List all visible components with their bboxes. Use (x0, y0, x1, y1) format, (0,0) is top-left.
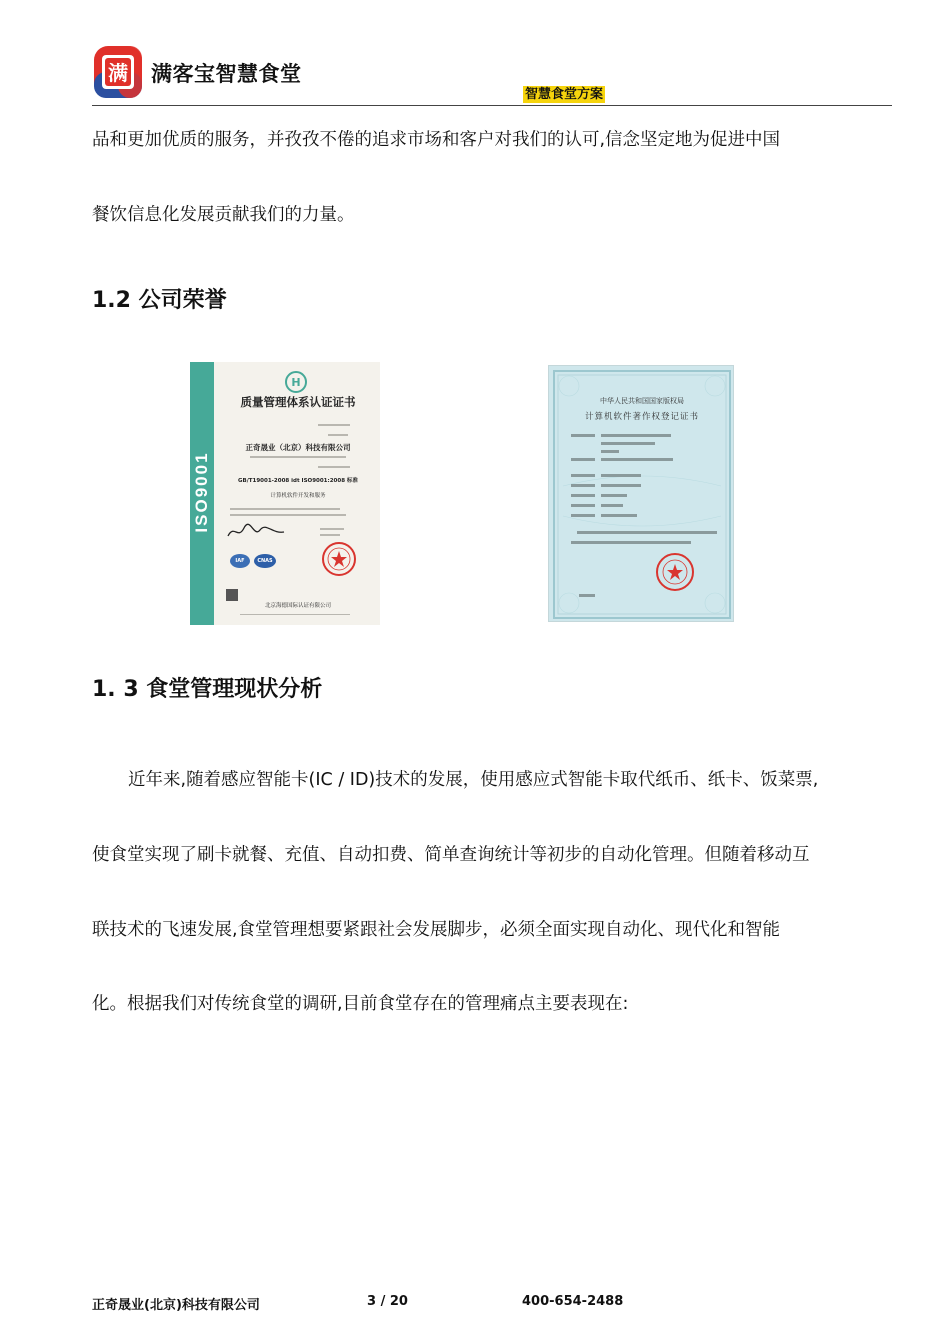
iso-certificate-image (190, 362, 380, 625)
paragraph-line: 联技术的飞速发展,食堂管理想要紧跟社会发展脚步，必须全面实现自动化、现代化和智能 (92, 920, 781, 940)
paragraph-line: 近年来,随着感应智能卡(IC / ID)技术的发展，使用感应式智能卡取代纸币、纸卡、饭菜票, (128, 770, 819, 790)
qr-code-icon (226, 589, 238, 601)
header-divider (92, 105, 892, 106)
software-cert-issuer: 中华人民共和国国家版权局 (600, 397, 684, 405)
logo-icon (90, 42, 146, 102)
cnas-badge: CNAS (254, 554, 276, 568)
header-tag: 智慧食堂方案 (525, 87, 604, 102)
iso-cert-title: 质量管理体系认证证书 (240, 395, 356, 409)
logo-char: 满 (108, 61, 128, 85)
paragraph-line: 品和更加优质的服务，并孜孜不倦的追求市场和客户对我们的认可,信念坚定地为促进中国 (92, 130, 781, 150)
footer-page-number: 3 / 20 (367, 1294, 408, 1309)
iso-cert-company: 正奇晟业（北京）科技有限公司 (245, 443, 351, 452)
paragraph-line: 化。根据我们对传统食堂的调研,目前食堂存在的管理痛点主要表现在: (92, 994, 629, 1014)
software-cert-title: 计算机软件著作权登记证书 (584, 412, 699, 422)
iso-cert-issuer: 北京海德国际认证有限公司 (264, 603, 331, 609)
paragraph-line: 餐饮信息化发展贡献我们的力量。 (92, 205, 355, 225)
iso-side-text: ISO9001 (192, 451, 211, 533)
software-copyright-certificate-image (548, 365, 734, 622)
section-heading: 1.2 公司荣誉 (92, 288, 227, 313)
svg-text:H: H (291, 376, 301, 389)
brand-name: 满客宝智慧食堂 (151, 62, 302, 86)
iso-cert-standard: GB/T19001-2008 idt ISO9001:2008 标准 (238, 478, 358, 484)
red-stamp-icon (320, 540, 358, 578)
iaf-badge: IAF (230, 554, 250, 568)
iso-side-strip (190, 362, 214, 625)
certification-seal-icon (284, 370, 308, 394)
footer-phone: 400-654-2488 (522, 1294, 624, 1309)
iso-cert-scope: 计算机软件开发和服务 (270, 493, 326, 499)
paragraph-line: 使食堂实现了刷卡就餐、充值、自动扣费、简单查询统计等初步的自动化管理。但随着移动互 (92, 845, 810, 865)
footer-company: 正奇晟业(北京)科技有限公司 (92, 1298, 260, 1313)
section-heading: 1. 3 食堂管理现状分析 (92, 677, 323, 702)
signature-icon (226, 522, 286, 542)
